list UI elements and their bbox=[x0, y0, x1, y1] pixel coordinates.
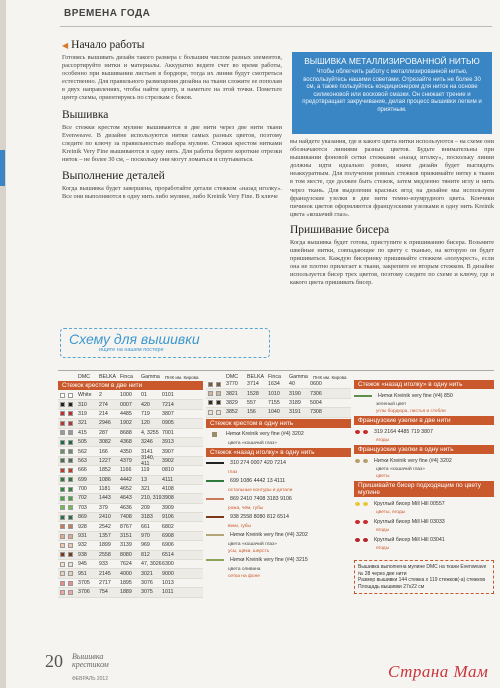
key-cell: 945 bbox=[78, 561, 87, 568]
color-swatch bbox=[58, 410, 74, 417]
color-swatch bbox=[58, 551, 74, 558]
row-note: веки, губы bbox=[228, 523, 252, 529]
key-cell: 40 bbox=[289, 381, 295, 388]
key-cell: 119 bbox=[141, 467, 150, 474]
key-cell: 3075 bbox=[141, 589, 153, 596]
embroidery-text: Все стежки крестом мулине вышиваются в две нити через две нити ткани Evenweave. В дизайне используются нитки самых разных цветов, поэтому следите по ключу за правильностью выбора мулине. Стежки крестом нитками Kreinik Very Fine вышиваются в одну нить. Для работы берите короткие отрезки ниток – не более 30 см, – поскольку они могут ломаться и спутываться. bbox=[62, 123, 282, 163]
key-section-title: Стежок «назад иголку» в одну нить bbox=[206, 448, 351, 457]
line-swatch bbox=[354, 395, 372, 397]
key-cell: 166 bbox=[99, 448, 108, 455]
color-swatch bbox=[58, 392, 74, 399]
key-section-title: Пришивайте бисер подходящим по цвету мулине bbox=[354, 481, 494, 497]
key-cell: 3913 bbox=[162, 439, 174, 446]
key-header bbox=[58, 371, 203, 380]
key-cell: 3705 bbox=[78, 580, 90, 586]
key-cell: 415 bbox=[78, 429, 87, 436]
key-cell: 661 bbox=[141, 523, 150, 530]
bead-row bbox=[354, 534, 494, 545]
key-cell: 214 bbox=[99, 410, 108, 417]
key-cell: 931 bbox=[78, 533, 87, 540]
key-row bbox=[58, 410, 203, 419]
key-cell: 3139 bbox=[120, 542, 132, 549]
key-cell: 2542 bbox=[99, 523, 111, 530]
key-rows bbox=[58, 391, 203, 598]
line-swatch bbox=[206, 516, 224, 518]
key-cell: 2558 bbox=[99, 551, 111, 558]
key-cell: 933 bbox=[99, 561, 108, 568]
key-row bbox=[206, 389, 351, 398]
item-label: Нитки Kreinik very fine (#4) 3215 bbox=[230, 557, 308, 564]
key-row bbox=[58, 513, 203, 522]
key-cell: 4, 3255 bbox=[141, 429, 159, 436]
key-column-1 bbox=[58, 371, 203, 598]
key-cell: 869 bbox=[78, 514, 87, 521]
key-cell: 1895 bbox=[120, 580, 132, 586]
key-cell: 1902 bbox=[120, 420, 132, 427]
color-swatch bbox=[58, 589, 74, 596]
key-cell: 812 bbox=[141, 551, 150, 558]
key-row bbox=[58, 541, 203, 550]
tip-box-title: ВЫШИВКА МЕТАЛЛИЗИРОВАННОЙ НИТЬЮ bbox=[304, 56, 480, 66]
row-note: рожа, чём, губы bbox=[228, 505, 264, 511]
color-swatch bbox=[58, 439, 74, 446]
item-label: Нитки Kreinik very fine (#4) 3202 bbox=[374, 457, 452, 464]
key-cell: 3807 bbox=[162, 410, 174, 417]
key-cell: 703 bbox=[78, 504, 87, 511]
key-row bbox=[206, 408, 351, 417]
key-section-title: Стежок «назад иголку» в одну нить bbox=[354, 380, 494, 389]
issue-date: ФЕВРАЛЬ 2012 bbox=[72, 676, 108, 682]
color-swatch bbox=[58, 420, 74, 427]
info-line: Площадь вышивки 27x22 см bbox=[358, 583, 425, 590]
key-cell: 6906 bbox=[162, 542, 174, 549]
key-row bbox=[58, 476, 203, 485]
bead-row bbox=[354, 498, 494, 509]
key-cell: 7408 bbox=[120, 514, 132, 521]
key-row bbox=[58, 532, 203, 541]
key-cell: 4111 bbox=[162, 476, 173, 483]
key-row bbox=[58, 454, 203, 467]
color-swatch bbox=[206, 399, 222, 406]
key-row bbox=[58, 400, 203, 409]
key-cell: 3706 bbox=[78, 589, 90, 596]
key-row bbox=[58, 560, 203, 569]
key-cell: 1010 bbox=[268, 390, 280, 397]
key-cell: 3076 bbox=[141, 580, 153, 586]
bead-swatch bbox=[354, 536, 370, 543]
key-cell: 932 bbox=[78, 542, 87, 549]
key-item bbox=[206, 429, 351, 440]
watermark: Страна Мам bbox=[388, 662, 489, 681]
header-gamma: Gamma bbox=[141, 374, 160, 380]
key-section-title: Стежок крестом в одну нить bbox=[206, 419, 351, 428]
item-note: сетка на фоне bbox=[228, 573, 260, 579]
key-cell: 938 bbox=[78, 551, 87, 558]
key-cell: 557 bbox=[247, 399, 256, 406]
key-cell: 3191 bbox=[289, 409, 301, 416]
header-finca: Finca bbox=[120, 374, 133, 380]
key-column-3 bbox=[354, 379, 494, 594]
color-swatch bbox=[58, 457, 74, 464]
item-label: Нитки Kreinik very fine (#4) 3202 bbox=[226, 431, 304, 438]
start-heading bbox=[62, 39, 282, 52]
header-pnk: ПНК им. Кирова bbox=[313, 375, 347, 380]
key-cell: 13 bbox=[141, 476, 147, 483]
bead-label: Круглый бисер Mill Hill 03041 bbox=[374, 536, 445, 543]
key-cell: 2717 bbox=[99, 580, 111, 586]
backstitch-row bbox=[206, 476, 351, 487]
header-belka: BELKA bbox=[99, 374, 117, 380]
color-swatch bbox=[206, 390, 222, 397]
key-cell: 1040 bbox=[268, 409, 280, 416]
key-row bbox=[58, 391, 203, 400]
row-codes: 699 1086 4442 13 4111 bbox=[230, 478, 286, 485]
key-header bbox=[206, 371, 351, 380]
swatch bbox=[206, 431, 222, 438]
key-cell: 0007 bbox=[120, 401, 132, 408]
key-cell: 4108 bbox=[162, 486, 174, 493]
key-row bbox=[58, 429, 203, 438]
key-cell: 0101 bbox=[162, 392, 174, 399]
key-cell: 120 bbox=[141, 420, 150, 427]
key-cell: 1634 bbox=[268, 381, 280, 388]
color-swatch bbox=[58, 570, 74, 577]
key-cell: 3189 bbox=[289, 399, 301, 406]
backstitch-row bbox=[206, 458, 351, 469]
bead-row bbox=[354, 516, 494, 527]
key-cell: 928 bbox=[78, 523, 87, 530]
schema-badge bbox=[60, 328, 270, 358]
continued-text: вы найдете указания, где и какого цвета нитки используются – на схеме они обозначаются линиями разных цветов. Будьте внимательны при вышивании фоновой сетки стежками «назад иголку», поскольку линии должны идти идеально ровно, иначе дизайн будет выглядеть неаккуратным. Для получения ровных стежков прижимайте нитку к ткани в том месте, где должен быть стежок, затем медленно тяните иглу и нить через ткань. Для выделения красных ягод на дизайне мы используем французские узелки в две нити темно-изумрудного цвета. Кончики пичинок цветов оформляются французскими узелками в одну нить Kreinik цвета «кошачий глаз». bbox=[290, 138, 494, 218]
key-cell: 209 bbox=[141, 504, 150, 511]
key-cell: 2 bbox=[99, 392, 102, 399]
key-cell: 562 bbox=[78, 448, 87, 455]
color-swatch bbox=[58, 486, 74, 493]
key-cell: 274 bbox=[99, 401, 108, 408]
key-item bbox=[206, 530, 351, 541]
key-row bbox=[58, 438, 203, 447]
key-cell: 6802 bbox=[162, 523, 174, 530]
key-cell: 666 bbox=[78, 467, 87, 474]
item-label: Нитки Kreinik very fine (#4) 3202 bbox=[230, 532, 308, 539]
swatch bbox=[354, 457, 370, 464]
key-row bbox=[58, 551, 203, 560]
key-cell: 4000 bbox=[120, 570, 132, 577]
line-swatch bbox=[206, 534, 224, 536]
item-note: ягоды bbox=[376, 438, 390, 443]
key-cell: 969 bbox=[141, 542, 150, 549]
key-item bbox=[354, 390, 494, 401]
schema-subtitle: ищите на нашем постере bbox=[99, 347, 164, 353]
key-cell: 3909 bbox=[162, 504, 174, 511]
key-cell: 719 bbox=[141, 410, 150, 417]
key-cell: 0810 bbox=[162, 467, 174, 474]
key-cell: 1528 bbox=[247, 390, 259, 397]
key-row bbox=[206, 399, 351, 408]
metallic-tip-box bbox=[292, 52, 492, 134]
header-finca: Finca bbox=[268, 374, 281, 380]
item-sub: цвета «кошачий глаз» bbox=[228, 541, 277, 547]
key-cell: 5004 bbox=[310, 399, 322, 406]
key-cell: 1181 bbox=[99, 486, 111, 493]
embroidery-title: Вышивка bbox=[62, 108, 109, 121]
key-cell: 3907 bbox=[162, 448, 174, 455]
key-column-2 bbox=[206, 371, 351, 580]
key-cell: 1013 bbox=[162, 580, 174, 586]
start-text: Готовясь вышивать дизайн такого размера с большим числом разных элементов, рассортируйте нитки и материалы. Аккуратно ведите счет во время работы, особенно при вышивании листьев в бордюре, тогда их линии будут смотреться естественно. Для правильного размещения дизайна на ткани сложите ее пополам в двух направлениях, чтобы найти центр, и наметьте на этой точки. Пометьте центр схемы, ориентируясь по стрелкам с боков. bbox=[62, 54, 282, 102]
color-swatch bbox=[206, 409, 222, 416]
backstitch-row bbox=[206, 494, 351, 505]
key-item bbox=[354, 426, 494, 437]
key-cell: 2946 bbox=[99, 420, 111, 427]
key-cell: 0600 bbox=[310, 381, 322, 388]
key-cell: 3902 bbox=[162, 457, 174, 464]
item-sub: зеленый цвет bbox=[376, 402, 407, 407]
key-cell: 4485 bbox=[120, 410, 132, 417]
key-cell: 3151 bbox=[120, 533, 132, 540]
key-cell: 4379 bbox=[120, 457, 132, 464]
key-cell: 319 bbox=[78, 410, 87, 417]
details-text: Когда вышивка будет завершена, проработайте детали стежком «назад иголку». Все они выполняются в одну нить либо мулине, либо Kreinik Very Fine. В ключе bbox=[62, 185, 282, 201]
bead-swatch bbox=[354, 500, 370, 507]
magazine-logo bbox=[72, 653, 109, 669]
page-number: 20 bbox=[45, 651, 63, 671]
thread-key bbox=[58, 370, 494, 660]
triangle-icon: ◀ bbox=[62, 41, 69, 50]
key-cell: 321 bbox=[141, 486, 150, 493]
key-cell: 0905 bbox=[162, 420, 174, 427]
key-cell: 3082 bbox=[99, 439, 111, 446]
section-title: ВРЕМЕНА ГОДА bbox=[64, 8, 151, 19]
key-cell: 420 bbox=[141, 401, 150, 408]
key-cell: 3908 bbox=[162, 495, 174, 502]
line-swatch bbox=[206, 480, 224, 482]
logo-line: крестиком bbox=[72, 660, 109, 669]
key-section-title: Стежок крестом в две нити bbox=[58, 381, 203, 390]
right-column bbox=[290, 138, 494, 289]
backstitch-row bbox=[206, 512, 351, 523]
key-cell: 699 bbox=[78, 476, 87, 483]
key-cell: 951 bbox=[78, 570, 87, 577]
key-cell: 6300 bbox=[162, 561, 174, 568]
key-cell: 7214 bbox=[162, 401, 174, 408]
key-cell: 4636 bbox=[120, 504, 132, 511]
color-swatch bbox=[58, 448, 74, 455]
key-cell: 287 bbox=[99, 429, 108, 436]
color-swatch bbox=[58, 542, 74, 549]
info-line: Размер вышивки 144 стежка x 119 стежков(-а) стежков bbox=[358, 577, 486, 583]
key-cell: 7306 bbox=[310, 390, 322, 397]
beads-text: Когда вышивка будет готова, приступите к пришиванию бисера. Возьмите швейные нитки, совпадающие по цвету с тканью, на которую он будет пришиваться. Каждую бисеринку пришивайте стежком «полукрест», если она не плотно прилегает к ткани, закрепите ее вторым стежком. В дизайне используется бисер трех цветов, поэтому следите по схеме и ключу, где и какого цвета пришивать бисер. bbox=[290, 238, 494, 287]
schema-title: Схему для вышивки bbox=[69, 331, 200, 347]
key-cell: 3714 bbox=[247, 381, 259, 388]
key-section-title: Французские узелки в одну нить bbox=[354, 445, 494, 454]
item-label: 319 2164 4485 719 3807 bbox=[374, 428, 433, 435]
key-cell: 4643 bbox=[120, 495, 132, 502]
beads-title: Пришивание бисера bbox=[290, 223, 390, 236]
key-cell: 1889 bbox=[120, 589, 132, 596]
key-cell: 9106 bbox=[162, 514, 174, 521]
key-cell: 3190 bbox=[289, 390, 301, 397]
item-note: углы бордюра, листья и стебли bbox=[376, 409, 446, 414]
details-title: Выполнение деталей bbox=[62, 170, 165, 183]
swatch bbox=[354, 428, 370, 435]
color-swatch bbox=[58, 561, 74, 568]
header-dmc: DMC bbox=[78, 374, 91, 380]
row-note: остальные контуры и детали bbox=[228, 487, 293, 493]
key-cell: 3246 bbox=[141, 439, 153, 446]
color-swatch bbox=[206, 381, 222, 388]
key-cell: White bbox=[78, 392, 92, 399]
key-cell: 3852 bbox=[226, 409, 238, 416]
item-sub: цвета «кошачий глаз» bbox=[376, 467, 425, 472]
key-cell: 47, 3026 bbox=[141, 561, 162, 568]
header-dmc: DMC bbox=[226, 374, 239, 380]
item-label: Нитки Kreinik very fine (#4) 850 bbox=[378, 392, 453, 399]
item-sub: цвета «кошачий глаз» bbox=[228, 440, 277, 446]
header-pnk: ПНК им. Кирова bbox=[165, 375, 199, 380]
key-cell: 4652 bbox=[120, 486, 132, 493]
bead-swatch bbox=[354, 518, 370, 525]
logo-line: Вышивка bbox=[72, 652, 104, 661]
color-swatch bbox=[58, 504, 74, 511]
start-title: Начало работы bbox=[71, 39, 145, 51]
key-row bbox=[58, 419, 203, 428]
key-cell: 4368 bbox=[120, 439, 132, 446]
color-swatch bbox=[58, 429, 74, 436]
page-edge-marker bbox=[0, 150, 5, 186]
header-gamma: Gamma bbox=[289, 374, 308, 380]
key-cell: 8688 bbox=[120, 429, 132, 436]
key-cell: 1011 bbox=[162, 589, 174, 596]
header-belka: BELKA bbox=[247, 374, 265, 380]
key-cell: 563 bbox=[78, 457, 87, 464]
key-cell: 3141 bbox=[141, 448, 153, 455]
row-codes: 310 274 0007 420 7214 bbox=[230, 460, 286, 467]
key-cell: 970 bbox=[141, 533, 150, 540]
bead-label: Круглый бисер Mill Hill 03033 bbox=[374, 518, 445, 525]
row-note: глаз bbox=[228, 469, 238, 475]
key-cell: 754 bbox=[99, 589, 108, 596]
bead-note: ягоды bbox=[376, 546, 390, 551]
key-row bbox=[58, 569, 203, 578]
color-swatch bbox=[58, 495, 74, 502]
key-cell: 379 bbox=[99, 504, 108, 511]
key-cell: 3140, 411 bbox=[141, 454, 155, 467]
key-cell: 8080 bbox=[120, 551, 132, 558]
row-codes: 869 2410 7408 3183 9106 bbox=[230, 496, 292, 503]
item-sub: цвета оливина bbox=[228, 566, 261, 572]
key-cell: 4350 bbox=[120, 448, 132, 455]
key-cell: 3829 bbox=[226, 399, 238, 406]
color-swatch bbox=[58, 523, 74, 530]
key-rows bbox=[206, 458, 351, 530]
key-row bbox=[58, 447, 203, 456]
key-cell: 702 bbox=[78, 495, 87, 502]
key-cell: 7624 bbox=[120, 561, 132, 568]
key-cell: 3821 bbox=[226, 390, 238, 397]
key-cell: 2145 bbox=[99, 570, 111, 577]
key-cell: 01 bbox=[141, 392, 147, 399]
info-box bbox=[354, 560, 494, 594]
key-row bbox=[58, 494, 203, 503]
key-cell: 4442 bbox=[120, 476, 132, 483]
key-cell: 1852 bbox=[99, 467, 111, 474]
key-cell: 1000 bbox=[120, 392, 132, 399]
key-cell: 3183 bbox=[141, 514, 153, 521]
key-cell: 1357 bbox=[99, 533, 111, 540]
info-line: Вышивка выполнена мулине DMC на ткани Evenweave № 28 через две нити bbox=[358, 564, 487, 577]
key-cell: 7308 bbox=[310, 409, 322, 416]
key-cell: 2410 bbox=[99, 514, 111, 521]
key-cell: 1166 bbox=[120, 467, 132, 474]
color-swatch bbox=[58, 580, 74, 587]
key-cell: 7001 bbox=[162, 429, 174, 436]
key-row bbox=[58, 485, 203, 494]
key-rows bbox=[206, 380, 351, 418]
key-cell: 310 bbox=[78, 401, 87, 408]
page-edge-tab bbox=[0, 0, 6, 688]
row-codes: 938 2558 8080 812 6514 bbox=[230, 514, 289, 521]
key-section-title: Французские узелки в две нити bbox=[354, 416, 494, 425]
key-cell: 1227 bbox=[99, 457, 111, 464]
color-swatch bbox=[58, 533, 74, 540]
key-cell: 3021 bbox=[141, 570, 153, 577]
bead-note: цветы, ягоды bbox=[376, 510, 406, 515]
key-cell: 9000 bbox=[162, 570, 174, 577]
key-row bbox=[58, 522, 203, 531]
key-row bbox=[58, 466, 203, 475]
key-cell: 210, 319 bbox=[141, 495, 162, 502]
color-swatch bbox=[58, 467, 74, 474]
key-cell: 156 bbox=[247, 409, 256, 416]
key-cell: 3770 bbox=[226, 381, 238, 388]
key-cell: 1899 bbox=[99, 542, 111, 549]
line-swatch bbox=[206, 462, 224, 464]
bead-label: Круглый бисер Mill Hill 00557 bbox=[374, 500, 445, 507]
key-row bbox=[206, 380, 351, 389]
item-note: цветы bbox=[376, 474, 390, 479]
color-swatch bbox=[58, 401, 74, 408]
item-note: усы, щёки, шерсть bbox=[228, 548, 270, 554]
key-cell: 1443 bbox=[99, 495, 111, 502]
key-row bbox=[58, 588, 203, 597]
header-rule bbox=[60, 26, 492, 27]
left-column bbox=[62, 36, 282, 202]
color-swatch bbox=[58, 514, 74, 521]
key-cell: 700 bbox=[78, 486, 87, 493]
bead-note: ягоды bbox=[376, 528, 390, 533]
tip-box-text: Чтобы облегчить работу с металлизированной нитью, воспользуйтесь нашими советами. Отрезайте нить не более 30 см, а также пользуйтесь кондиционером для ниток на основе силиконовой или восковой смазки. Он снижает трение и предотвращает закручивание, делая процесс вышивки легким и приятным. bbox=[302, 69, 482, 113]
key-cell: 505 bbox=[78, 439, 87, 446]
line-swatch bbox=[206, 559, 224, 561]
color-swatch bbox=[58, 476, 74, 483]
key-cell: 6908 bbox=[162, 533, 174, 540]
key-cell: 6514 bbox=[162, 551, 174, 558]
key-item bbox=[354, 455, 494, 466]
line-swatch bbox=[206, 498, 224, 500]
key-cell: 8767 bbox=[120, 523, 132, 530]
key-item bbox=[206, 555, 351, 566]
key-cell: 321 bbox=[78, 420, 87, 427]
bead-list bbox=[354, 498, 494, 552]
key-cell: 7155 bbox=[268, 399, 280, 406]
key-row bbox=[58, 579, 203, 588]
key-cell: 1086 bbox=[99, 476, 111, 483]
key-row bbox=[58, 504, 203, 513]
